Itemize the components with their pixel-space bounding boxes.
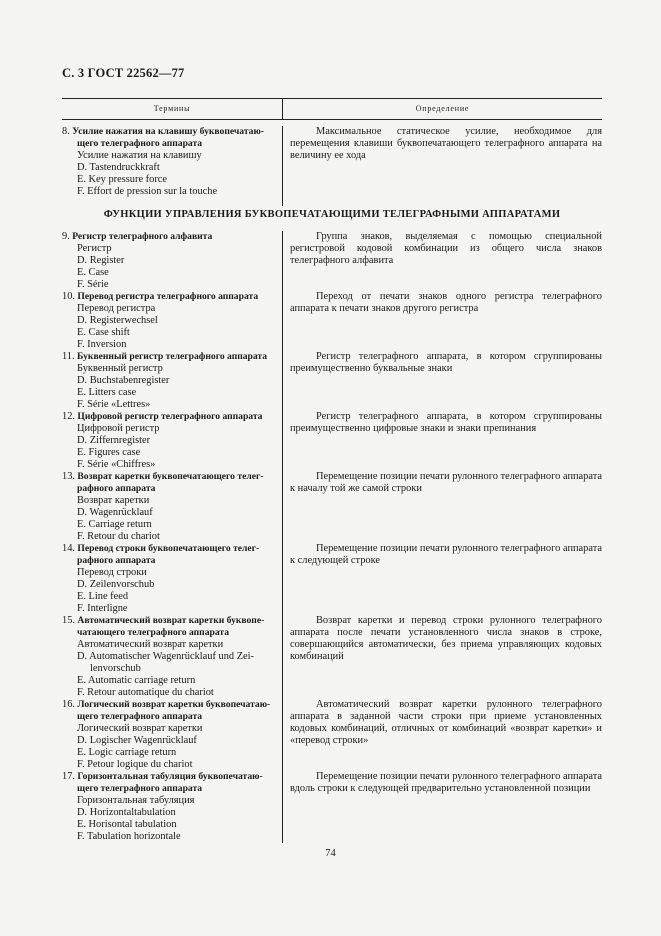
- term-title: 12. Цифровой регистр телеграфного аппарата: [62, 411, 263, 422]
- term-title: 15. Автоматический возврат каретки буквопе-: [62, 615, 265, 626]
- table-row: 14. Перевод строки буквопечатающего телег- рафного аппарата Перевод строки D. Zeilenvorschub E. Line feed F. Interligne Перемещение позиции печати рулонного телеграфного аппарата к следующей строке: [62, 543, 602, 614]
- table-row: 12. Цифровой регистр телеграфного аппарата Цифровой регистр D. Ziffernregister E. Figures case F. Série «Chiffres» Регистр телеграфного аппарата, в котором сгруппированы преимущественно цифровые знаки и знаки препинания: [62, 411, 602, 470]
- term-line: Усилие нажатия на клавишу: [77, 150, 202, 161]
- term-title: 13. Возврат каретки буквопечатающего телег-: [62, 471, 264, 482]
- term-title: 17. Горизонтальная табуляция буквопечатаю-: [62, 771, 263, 782]
- definition-text: Максимальное статическое усилие, необходимое для перемещения клавиши буквопечатающего телеграфного аппарата на величину ее хода: [290, 126, 602, 161]
- term-line: E. Key pressure force: [77, 174, 168, 185]
- table-row: 9. Регистр телеграфного алфавита Регистр D. Register E. Case F. Série Группа знаков, выделяемая с помощью специальной регистровой кодовой комбинации из общего числа знаков телеграфного алфавита: [62, 231, 602, 290]
- definition-text: Переход от печати знаков одного регистра телеграфного аппарата к печати знаков другого регистра: [290, 291, 602, 314]
- definition-text: Автоматический возврат каретки рулонного телеграфного аппарата в заданной части строки при приеме установленных кодовых комбинаций, отличных от комбинаций «возврат каретки» и «перевод строки»: [290, 699, 602, 746]
- table-row: 13. Возврат каретки буквопечатающего телег- рафного аппарата Возврат каретки D. Wagenrücklauf E. Carriage return F. Retour du chariot Перемещение позиции печати рулонного телеграфного аппарата к началу той же самой строки: [62, 471, 602, 542]
- term-line: D. Tastendruckkraft: [77, 162, 160, 173]
- definition-text: Возврат каретки и перевод строки рулонного телеграфного аппарата после печати установленного числа знаков в строке, совершающийся автоматически, без приема управляющих кодовых комбинаций: [290, 615, 602, 662]
- table-row: 8. Усилие нажатия на клавишу буквопечатаю- щего телеграфного аппарата Усилие нажатия на клавишу D. Tastendruckkraft E. Key pressure force F. Effort de pression sur la touche Максимальное статическое усилие, необходимое для перемещения клавиши буквопечатающего телеграфного аппарата на величину ее хода: [62, 126, 602, 197]
- page-number: 74: [325, 848, 336, 859]
- term-title: 8. Усилие нажатия на клавишу буквопечатаю-: [62, 126, 264, 137]
- table-row: 11. Буквенный регистр телеграфного аппарата Буквенный регистр D. Buchstabenregister E. Litters case F. Série «Lettres» Регистр телеграфного аппарата, в котором сгруппированы преимущественно буквальные знаки: [62, 351, 602, 410]
- table-row: 15. Автоматический возврат каретки буквопе- чатающего телеграфного аппарата Автоматический возврат каретки D. Automatischer Wagenrücklauf und Zei- lenvorschub E. Automatic carriage return F. Retour automatique du chariot Возврат каретки и перевод строки рулонного телеграфного аппарата после печати установленного числа знаков в строке, совершающийся автоматически, без приема управляющих кодовых комбинаций: [62, 615, 602, 698]
- column-header-terms: Термины: [62, 99, 283, 119]
- table-row: 17. Горизонтальная табуляция буквопечатаю- щего телеграфного аппарата Горизонтальная табуляция D. Horizontaltabulation E. Horisontal tabulation F. Tabulation horizontale Перемещение позиции печати рулонного телеграфного аппарата вдоль строки к следующей предварительно установленной позиции: [62, 771, 602, 842]
- definition-text: Группа знаков, выделяемая с помощью специальной регистровой кодовой комбинации из общего числа знаков телеграфного алфавита: [290, 231, 602, 266]
- term-title: 16. Логический возврат каретки буквопечатаю-: [62, 699, 271, 710]
- table-row: 16. Логический возврат каретки буквопечатаю- щего телеграфного аппарата Логический возврат каретки D. Logischer Wagenrücklauf E. Logic carriage return F. Petour logique du chariot Автоматический возврат каретки рулонного телеграфного аппарата в заданной части строки при приеме установленных кодовых комбинаций, отличных от комбинаций «возврат каретки» и «перевод строки»: [62, 699, 602, 770]
- term-title: 14. Перевод строки буквопечатающего телег-: [62, 543, 260, 554]
- term-title: 11. Буквенный регистр телеграфного аппарата: [62, 351, 268, 362]
- term-title: 10. Перевод регистра телеграфного аппарата: [62, 291, 259, 302]
- definition-text: Перемещение позиции печати рулонного телеграфного аппарата вдоль строки к следующей предварительно установленной позиции: [290, 771, 602, 794]
- definition-text: Перемещение позиции печати рулонного телеграфного аппарата к началу той же самой строки: [290, 471, 602, 494]
- table-row: 10. Перевод регистра телеграфного аппарата Перевод регистра D. Registerwechsel E. Case shift F. Inversion Переход от печати знаков одного регистра телеграфного аппарата к печати знаков другого регистра: [62, 291, 602, 350]
- page-header: С. 3 ГОСТ 22562—77: [62, 66, 185, 80]
- definition-text: Регистр телеграфного аппарата, в котором сгруппированы преимущественно буквальные знаки: [290, 351, 602, 374]
- definition-text: Перемещение позиции печати рулонного телеграфного аппарата к следующей строке: [290, 543, 602, 566]
- terms-table: [62, 98, 602, 843]
- term-line: F. Effort de pression sur la touche: [77, 186, 218, 197]
- table-header: [62, 98, 602, 120]
- definition-text: Регистр телеграфного аппарата, в котором сгруппированы преимущественно цифровые знаки и знаки препинания: [290, 411, 602, 434]
- section-title: ФУНКЦИИ УПРАВЛЕНИЯ БУКВОПЕЧАТАЮЩИМИ ТЕЛЕГРАФНЫМИ АППАРАТАМИ: [103, 209, 561, 220]
- column-header-definition: Определение: [415, 104, 470, 113]
- term-title: 9. Регистр телеграфного алфавита: [62, 231, 213, 242]
